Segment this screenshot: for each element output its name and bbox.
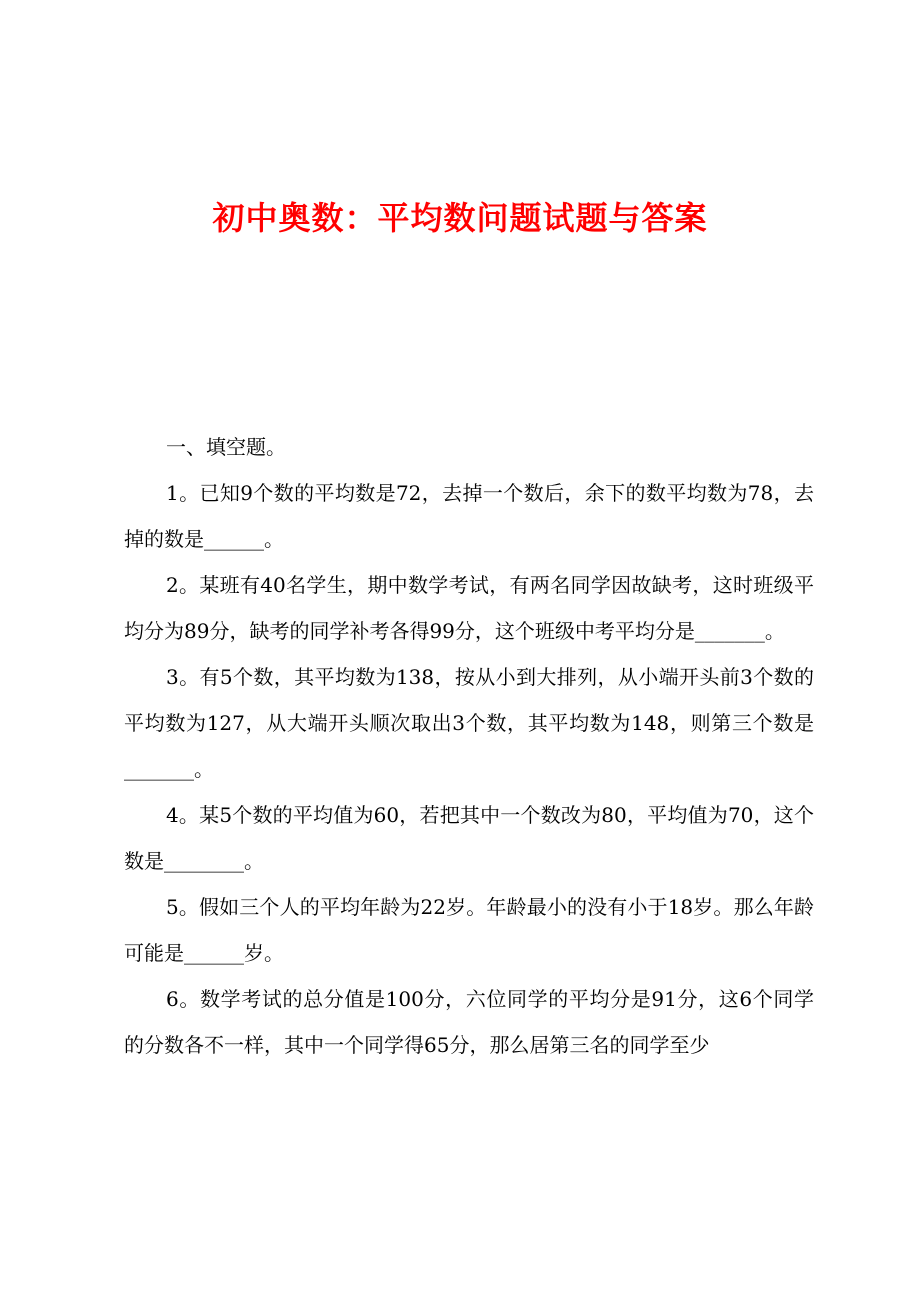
section-heading: 一、填空题。 — [166, 435, 286, 459]
document-body — [124, 424, 814, 1068]
question-4: 4。某5个数的平均值为60，若把其中一个数改为80，平均值为70，这个数是________。 — [124, 803, 814, 873]
question-2: 2。某班有40名学生，期中数学考试，有两名同学因故缺考，这时班级平均分为89分，缺考的同学补考各得99分，这个班级中考平均分是_______。 — [124, 573, 814, 643]
question-3: 3。有5个数，其平均数为138，按从小到大排列，从小端开头前3个数的平均数为127，从大端开头顺次取出3个数，其平均数为148，则第三个数是_______。 — [124, 665, 814, 781]
question-1: 1。已知9个数的平均数是72，去掉一个数后，余下的数平均数为78，去掉的数是______。 — [124, 481, 814, 551]
document-title: 初中奥数：平均数问题试题与答案 — [212, 199, 708, 237]
question-5: 5。假如三个人的平均年龄为22岁。年龄最小的没有小于18岁。那么年龄可能是______岁。 — [124, 895, 814, 965]
question-6: 6。数学考试的总分值是100分，六位同学的平均分是91分，这6个同学的分数各不一样，其中一个同学得65分，那么居第三名的同学至少 — [124, 987, 814, 1057]
